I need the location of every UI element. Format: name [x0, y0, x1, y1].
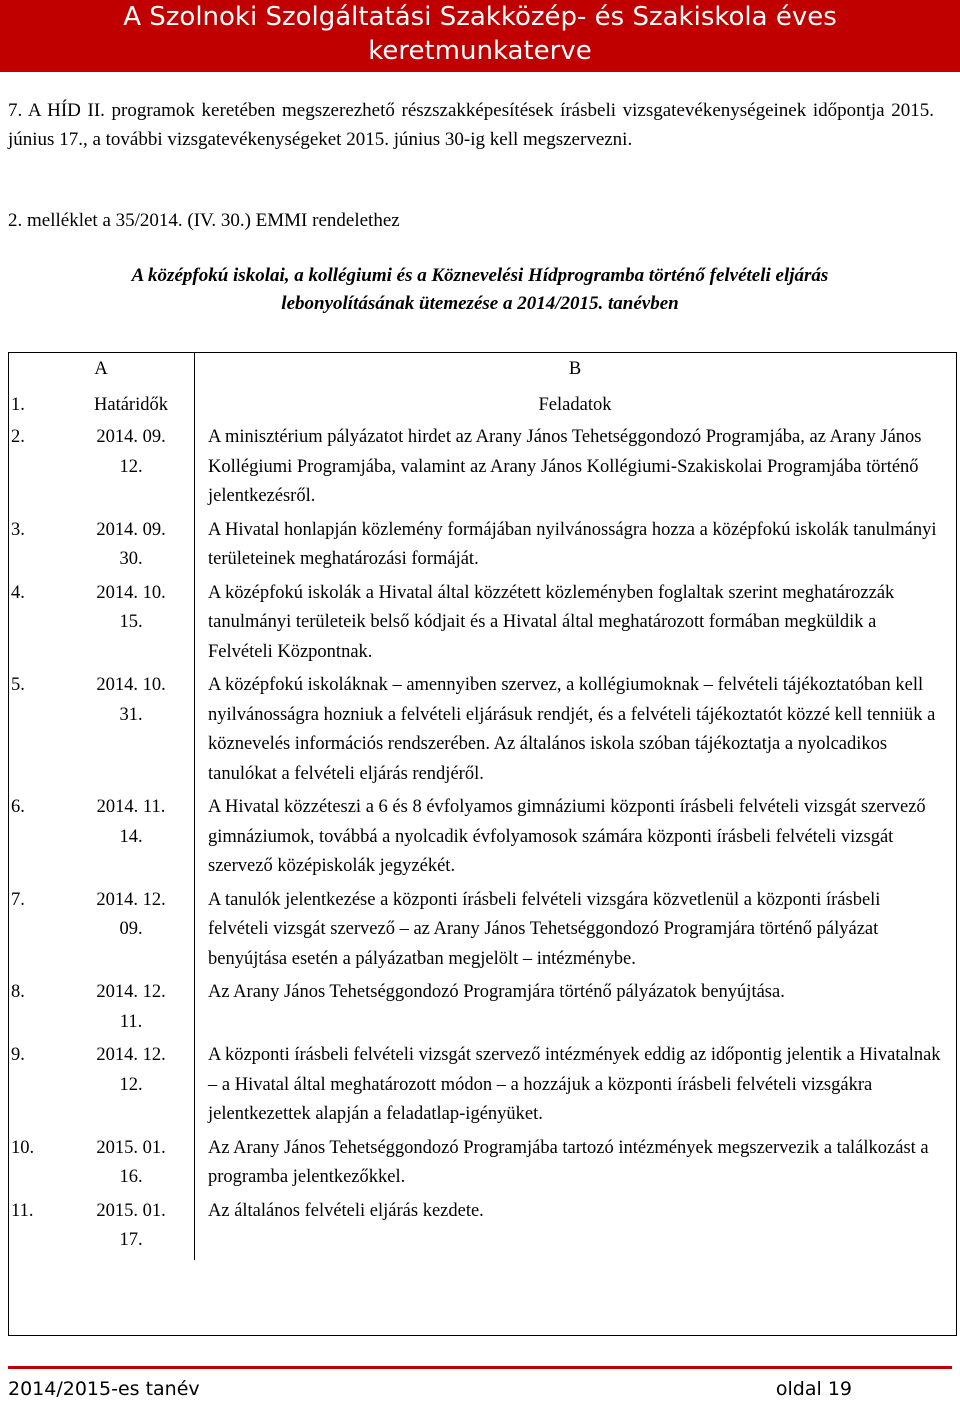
table-column-letters — [8, 352, 958, 388]
row-number: 11. — [11, 1200, 34, 1221]
table-row — [8, 1041, 958, 1134]
row-deadline — [71, 423, 191, 482]
schedule-table — [8, 352, 958, 1260]
row-task: Az Arany János Tehetséggondozó Programjára történő pályázatok benyújtása. — [208, 982, 785, 1002]
row-task: A középfokú iskoláknak – amennyiben szervez, a kollégiumoknak – felvételi tájékoztatóban kell nyilvánosságra hozniuk a felvételi eljárásuk rendjét, és a felvételi tájékoztatót közzé kell tenniük a köznevelés információs rendszerében. Az általános iskola szóban tájékoztatja a nyolcadikos tanulókat a felvételi eljárás rendjéről. — [208, 675, 936, 784]
row-deadline — [71, 1197, 191, 1256]
row-deadline — [71, 516, 191, 575]
footer-school-year: 2014/2015-es tanév — [8, 1378, 200, 1400]
row-number: 9. — [11, 1045, 25, 1065]
row-number: 6. — [11, 797, 25, 817]
footer-page-number: oldal 19 — [775, 1378, 852, 1400]
intro-paragraph: 7. A HÍD II. programok keretében megszerezhető részszakképesítések írásbeli vizsgatevékenységeinek időpontja 2015. június 17., a további vizsgatevékenységeket 2015. június 30-ig kell megszervezni. — [8, 100, 934, 150]
row-deadline-day: 12. — [119, 1074, 143, 1095]
column-letter-b: B — [568, 359, 582, 379]
row-task: A minisztérium pályázatot hirdet az Arany János Tehetséggondozó Programjába, az Arany János Kollégiumi Programjába, valamint az Arany János Kollégiumi-Szakiskolai Programjába történő jelentkezésről. — [208, 427, 922, 506]
row-deadline-day: 16. — [119, 1167, 143, 1187]
table-row — [8, 1197, 958, 1260]
row-deadline-date: 2014. 11. — [96, 797, 166, 817]
subtitle-line1: A középfokú iskolai, a kollégiumi és a Köznevelési Hídprogramba történő felvételi eljárás — [131, 265, 829, 286]
row-deadline-date: 2015. 01. — [96, 1137, 166, 1158]
row-deadline-date: 2015. 01. — [96, 1200, 166, 1221]
row-deadline — [71, 978, 191, 1037]
annex-reference: 2. melléklet a 35/2014. (IV. 30.) EMMI rendelethez — [8, 210, 400, 231]
row-number: 5. — [11, 675, 25, 695]
header-row-number: 1. — [11, 394, 25, 415]
row-deadline — [71, 886, 191, 945]
row-number: 7. — [11, 889, 25, 910]
row-deadline-date: 2014. 10. — [96, 675, 166, 695]
row-task: A Hivatal honlapján közlemény formájában nyilvánosságra hozza a középfokú iskolák tanulmányi területeinek meghatározási formáját. — [208, 519, 937, 569]
table-row — [8, 886, 958, 979]
row-number: 2. — [11, 427, 25, 447]
row-number: 3. — [11, 519, 25, 540]
row-deadline-date: 2014. 10. — [96, 582, 166, 603]
table-row — [8, 579, 958, 672]
row-deadline-date: 2014. 09. — [96, 427, 166, 447]
table-row — [8, 516, 958, 579]
row-task: A középfokú iskolák a Hivatal által közzétett közleményben foglaltak szerint meghatározzák tanulmányi területeik belső kódjait és a Hivatal által meghatározott formában megküldik a Felvételi Központnak. — [208, 582, 895, 662]
row-deadline-day: 15. — [119, 612, 143, 632]
row-task: Az általános felvételi eljárás kezdete. — [208, 1200, 484, 1221]
row-deadline-day: 14. — [119, 826, 143, 847]
row-deadline-day: 30. — [119, 549, 143, 569]
row-deadline — [71, 671, 191, 730]
table-row — [8, 1134, 958, 1197]
row-deadline — [71, 579, 191, 638]
row-task: A tanulók jelentkezése a központi írásbeli felvételi vizsgára közvetlenül a központi írásbeli felvételi vizsgát szervező – az Arany János Tehetséggondozó Programjára történő pályázat benyújtása esetén a pályázatban megjelölt – intézménybe. — [208, 889, 881, 969]
row-deadline-day: 11. — [119, 1011, 143, 1032]
table-header-row — [8, 388, 958, 424]
page-header — [0, 0, 960, 72]
table-row — [8, 793, 958, 886]
row-deadline-date: 2014. 09. — [96, 519, 166, 540]
row-deadline — [71, 1134, 191, 1193]
row-deadline-date: 2014. 12. — [96, 1045, 166, 1065]
table-row — [8, 423, 958, 516]
row-deadline-day: 31. — [119, 704, 143, 725]
footer-rule — [8, 1366, 952, 1369]
row-deadline — [71, 793, 191, 852]
row-deadline-date: 2014. 12. — [96, 889, 166, 910]
row-deadline-day: 12. — [119, 456, 143, 477]
row-deadline — [71, 1041, 191, 1100]
header-title-line2: keretmunkaterve — [368, 36, 592, 66]
table-row — [8, 978, 958, 1041]
row-deadline-day: 17. — [119, 1230, 143, 1250]
row-task: A Hivatal közzéteszi a 6 és 8 évfolyamos gimnáziumi központi írásbeli felvételi vizsgát szervező gimnáziumok, továbbá a nyolcadik évfolyamosok számára központi írásbeli felvételi vizsgát szervező középiskolák jegyzékét. — [208, 797, 926, 876]
row-deadline-date: 2014. 12. — [96, 982, 166, 1002]
header-title-line1: A Szolnoki Szolgáltatási Szakközép- és Szakiskola éves — [123, 2, 837, 32]
schedule-subtitle — [0, 262, 960, 318]
subtitle-line2: lebonyolításának ütemezése a 2014/2015. tanévben — [281, 293, 679, 314]
row-number: 8. — [11, 982, 25, 1002]
row-task: Az Arany János Tehetséggondozó Programjába tartozó intézmények megszervezik a találkozást a programba jelentkezőkkel. — [208, 1137, 929, 1187]
row-number: 4. — [11, 582, 25, 603]
column-letter-a: A — [8, 352, 195, 388]
row-task: A központi írásbeli felvételi vizsgát szervező intézmények eddig az időpontig jelentik a Hivatalnak – a Hivatal által meghatározott módon – a hozzájuk a központi írásbeli felvételi vizsgákra jelentkezettek alapján a feladatlap-igényüket. — [208, 1045, 941, 1124]
row-deadline-day: 09. — [119, 919, 143, 939]
header-deadlines: Határidők — [94, 394, 168, 415]
header-tasks: Feladatok — [538, 394, 612, 415]
table-row — [8, 671, 958, 793]
row-number: 10. — [11, 1137, 35, 1158]
